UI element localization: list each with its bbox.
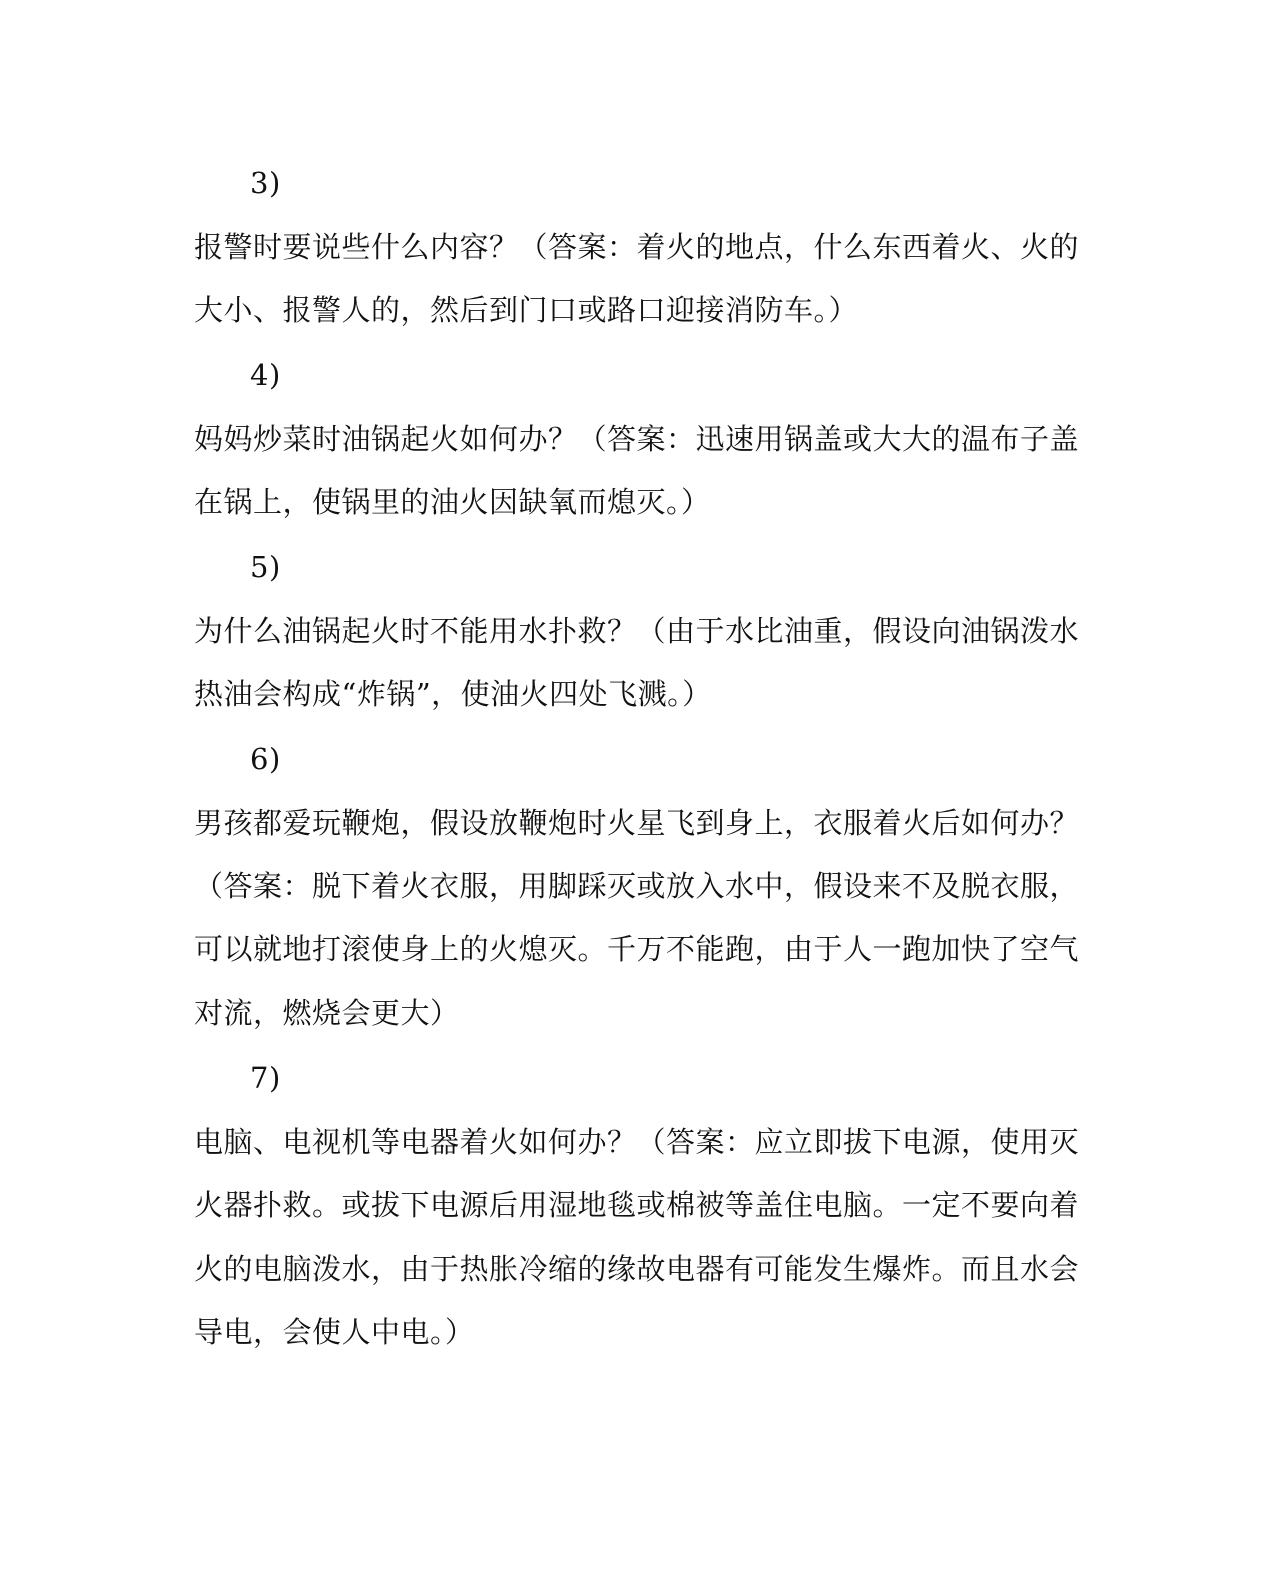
paragraph-line: 为什么油锅起火时不能用水扑救？（由于水比油重，假设向油锅泼水 xyxy=(194,614,1080,648)
item-number: 6) xyxy=(250,742,281,776)
paragraph-line: 报警时要说些什么内容？（答案：着火的地点，什么东西着火、火的 xyxy=(194,230,1080,264)
item-number: 3) xyxy=(250,166,281,200)
paragraph-line: 妈妈炒菜时油锅起火如何办？（答案：迅速用锅盖或大大的温布子盖 xyxy=(194,422,1080,456)
paragraph-line: 大小、报警人的，然后到门口或路口迎接消防车。） xyxy=(194,293,859,327)
paragraph-line: 导电，会使人中电。） xyxy=(194,1315,475,1349)
paragraph-line: 火器扑救。或拔下电源后用湿地毯或棉被等盖住电脑。一定不要向着 xyxy=(194,1188,1080,1222)
paragraph-line: 对流，燃烧会更大） xyxy=(194,996,460,1030)
paragraph-line: 男孩都爱玩鞭炮，假设放鞭炮时火星飞到身上，衣服着火后如何办？ xyxy=(194,806,1080,840)
paragraph-line: （答案：脱下着火衣服，用脚踩灭或放入水中，假设来不及脱衣服， xyxy=(194,869,1080,903)
item-number: 5) xyxy=(250,550,281,584)
paragraph-line: 电脑、电视机等电器着火如何办？（答案：应立即拔下电源，使用灭 xyxy=(194,1125,1080,1159)
paragraph-line: 火的电脑泼水，由于热胀冷缩的缘故电器有可能发生爆炸。而且水会 xyxy=(194,1252,1080,1286)
item-number: 4) xyxy=(250,358,281,392)
paragraph-line: 热油会构成“炸锅”，使油火四处飞溅。） xyxy=(194,677,712,711)
paragraph-line: 在锅上，使锅里的油火因缺氧而熄灭。） xyxy=(194,485,711,519)
item-number: 7) xyxy=(250,1061,281,1095)
paragraph-line: 可以就地打滚使身上的火熄灭。千万不能跑，由于人一跑加快了空气 xyxy=(194,932,1080,966)
